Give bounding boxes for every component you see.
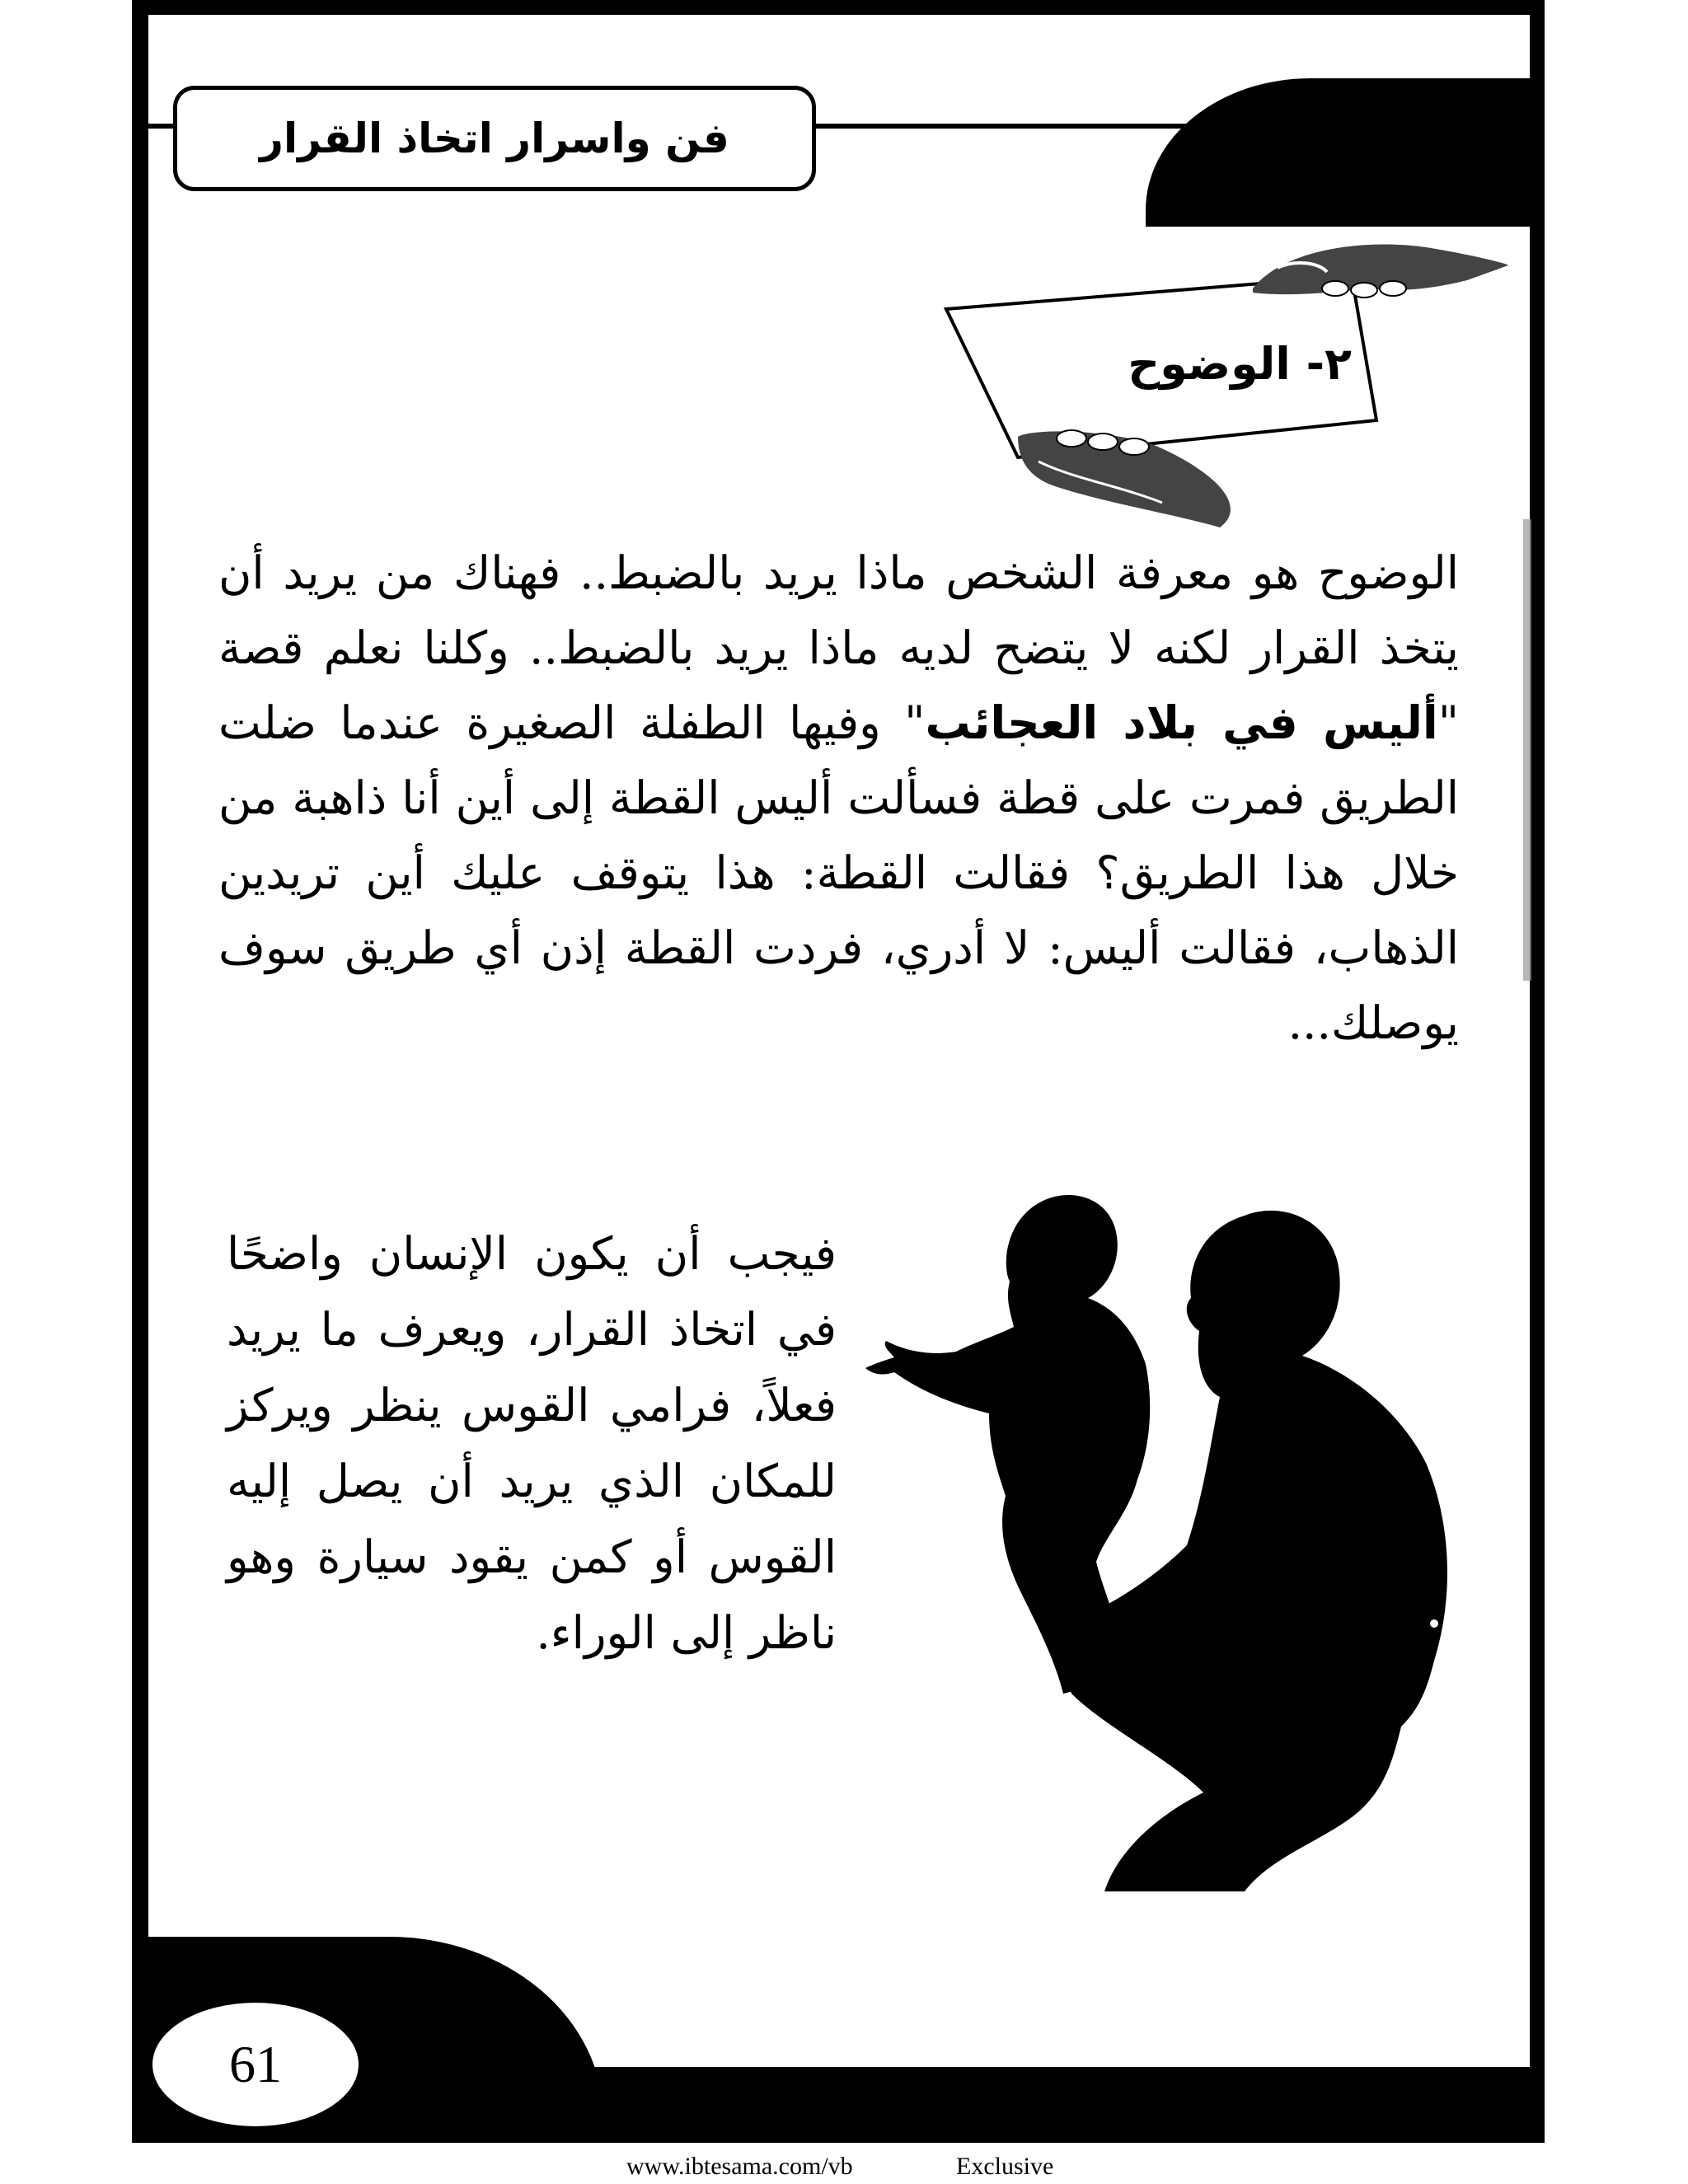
footer-url: www.ibtesama.com/vb bbox=[626, 2153, 853, 2180]
body-paragraph-1 bbox=[218, 536, 1459, 1061]
story-title-emphasis: أليس في بلاد العجائب bbox=[925, 696, 1438, 749]
father-son-pointing-silhouette bbox=[857, 1166, 1484, 1908]
section-heading: ٢- الوضوح bbox=[1128, 338, 1352, 390]
footer bbox=[0, 2153, 1688, 2184]
paragraph-1-part-1: الوضوح هو معرفة الشخص ماذا يريد بالضبط.. فهناك من يريد أن يتخذ القرار لكنه لا يتضح لديه ماذا يريد بالضبط.. وكلنا نعلم قصة " bbox=[218, 546, 1460, 749]
frame-corner-top-right bbox=[1146, 78, 1533, 227]
body-paragraph-2: فيجب أن يكون الإنسان واضحًا في اتخاذ القرار، ويعرف ما يريد فعلاً، فرامي القوس ينظر ويركز للمكان الذي يريد أن يصل إليه القوس أو كمن يقود سيارة وهو ناظر إلى الوراء. bbox=[227, 1227, 837, 1659]
frame-right-bar bbox=[1530, 0, 1545, 2143]
frame-top-bar bbox=[142, 0, 1543, 15]
frame-left-bar bbox=[132, 0, 148, 2143]
paragraph-1-part-2: " وفيها الطفلة الصغيرة عندما ضلت الطريق فمرت على قطة فسألت أليس القطة إلى أين أنا ذاهبة من خلال هذا الطريق؟ فقالت القطة: هذا يتوقف عليك أين تريدين الذهاب، فقالت أليس: لا أدري، فردت القطة إذن أي طريق سوف يوصلك... bbox=[218, 696, 1459, 1049]
header-title-box bbox=[173, 86, 816, 191]
frame-right-shade bbox=[1523, 519, 1531, 981]
footer-exclusive-tag: Exclusive bbox=[956, 2153, 1054, 2180]
page-title: فن واسرار اتخاذ القرار bbox=[260, 115, 729, 162]
page-number: 61 bbox=[148, 1999, 363, 2130]
